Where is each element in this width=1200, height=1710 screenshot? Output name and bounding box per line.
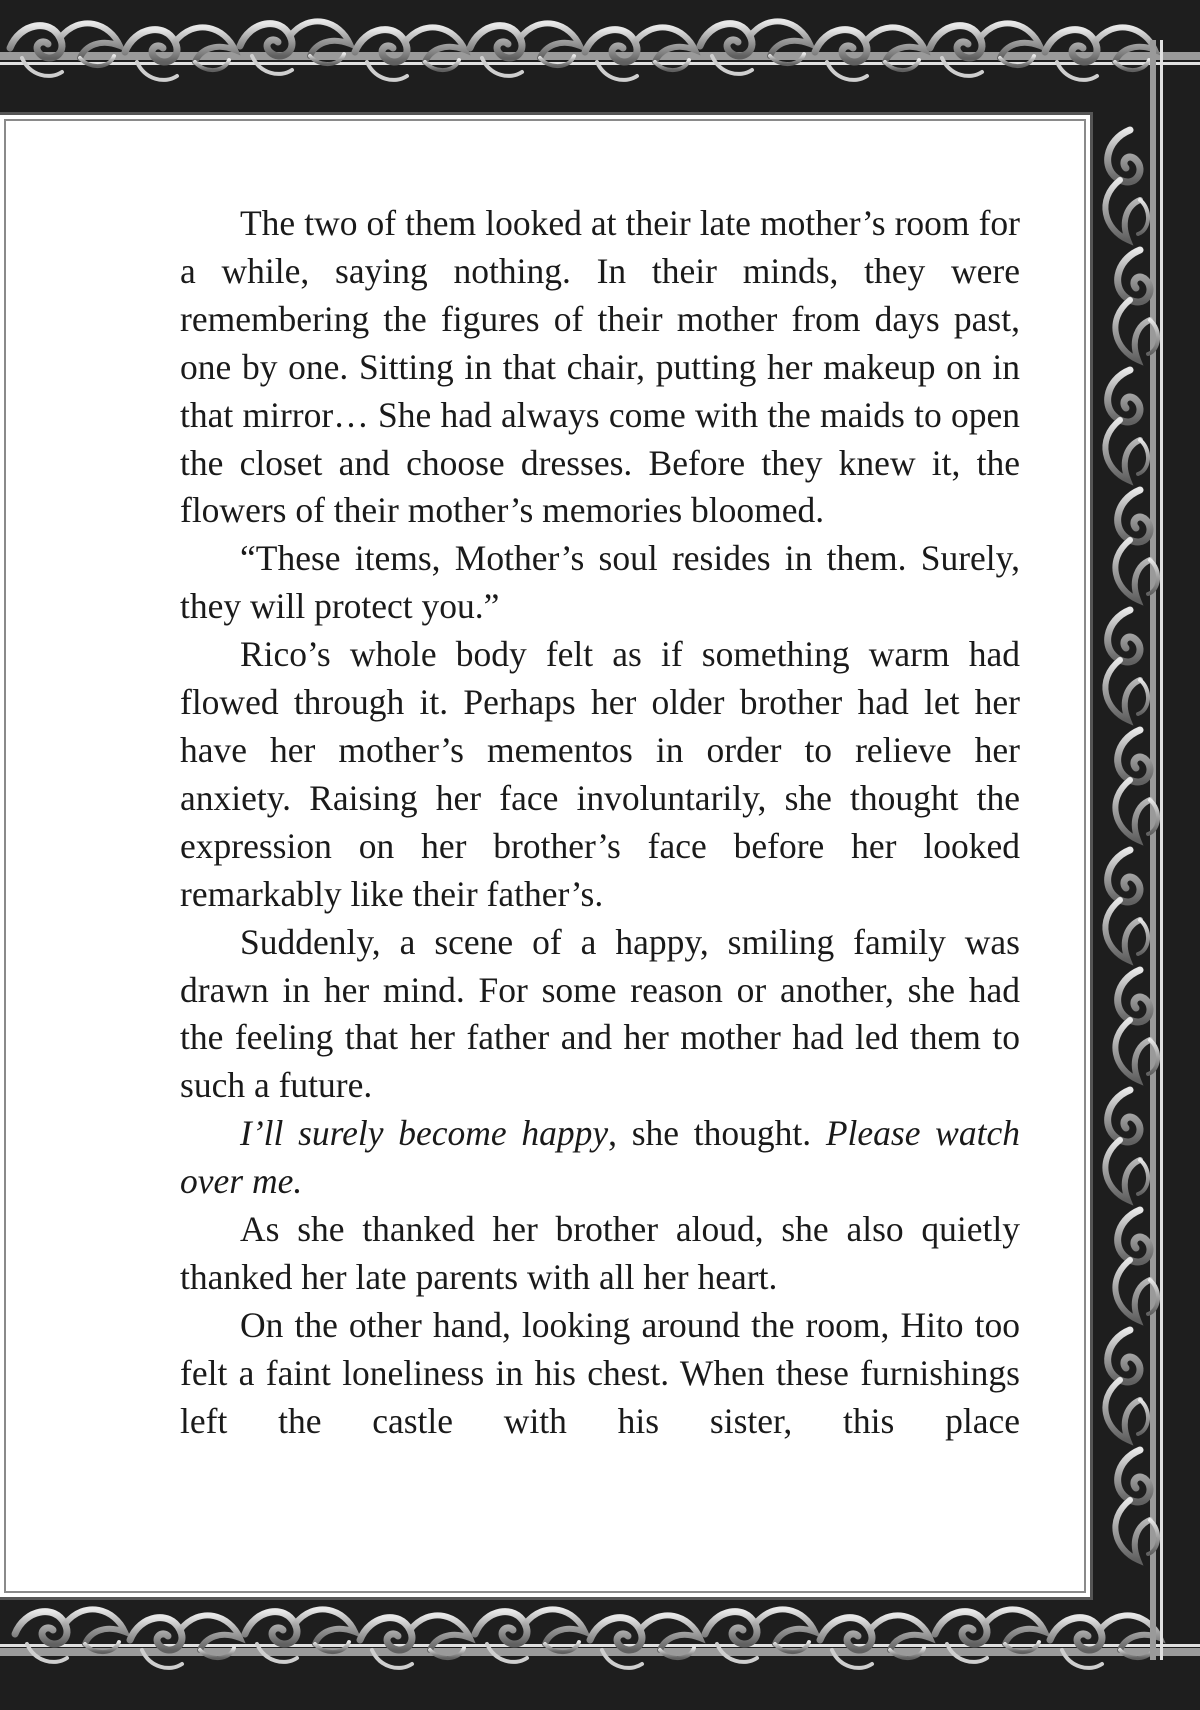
paragraph-text: , she thought. (608, 1113, 826, 1154)
italic-thought: Please watch over me. (180, 1113, 1020, 1202)
paragraph: Suddenly, a scene of a happy, smiling family was drawn in her mind. For some reason or another, she had the feeling that her father and her mother had led them to such a future. (180, 921, 1020, 1106)
italic-thought: I’ll surely become happy (240, 1113, 609, 1154)
paragraph: As she thanked her brother aloud, she also quietly thanked her late parents with all her heart. (180, 1209, 1020, 1297)
paragraph (180, 1110, 1020, 1206)
paragraph: On the other hand, looking around the room, Hito too felt a faint loneliness in his chest. When these furnishings left the castle with his sister, this place (180, 1304, 1020, 1441)
paragraph: Rico’s whole body felt as if something warm had flowed through it. Perhaps her older brother had let her have her mother’s mementos in order to relieve her anxiety. Raising her face involuntarily, she thought the expression on her brother’s face before her looked remarkably like their father’s. (180, 634, 1020, 914)
paragraph: The two of them looked at their late mother’s room for a while, saying nothing. In their minds, they were remembering the figures of their mother from days past, one by one. Sitting in that chair, putting her makeup on in that mirror… She had always come with the maids to open the closet and choose dresses. Before they knew it, the flowers of their mother’s memories bloomed. (180, 203, 1020, 531)
page-text (180, 200, 1020, 1446)
paragraph: “These items, Mother’s soul resides in them. Surely, they will protect you.” (180, 538, 1020, 627)
